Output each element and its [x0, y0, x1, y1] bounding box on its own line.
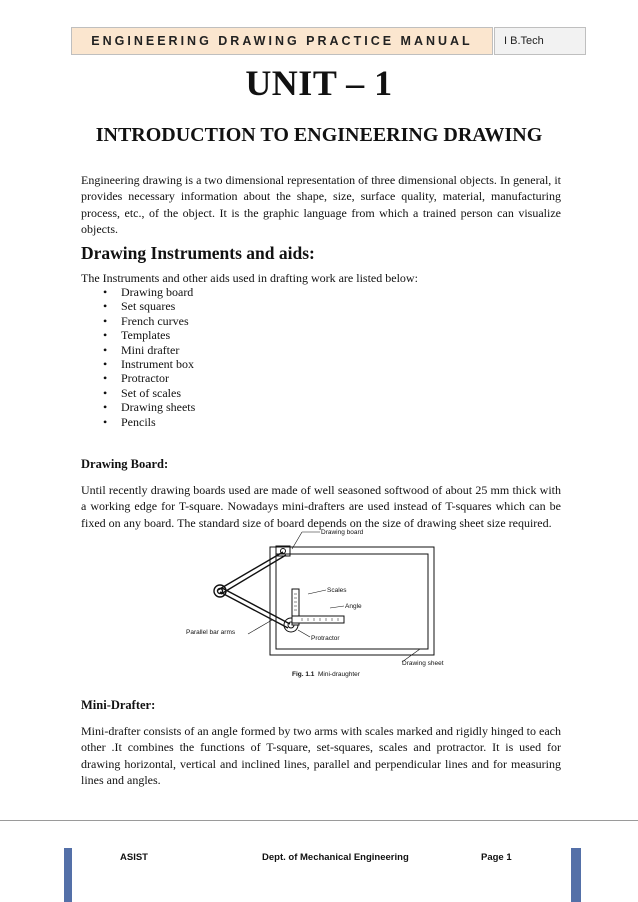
footer-divider [0, 820, 638, 821]
intro-paragraph: Engineering drawing is a two dimensional representation of three dimensional objects. In general, it provides necessary information about the shape, size, surface quality, material, manufacturing process, etc., of the object. It is the graphic language from which a trained person can visualize objects. [81, 173, 561, 236]
unit-title: UNIT – 1 [245, 63, 393, 103]
list-item: • Instrument box [81, 357, 195, 371]
drawing-board-text: Until recently drawing boards used are made of well seasoned softwood of about 25 mm thick with a working edge for T-square. Nowadays mini-drafters are used instead of T-squares which can be fixed on any board. The standard size of board depends on the size of drawing sheet size required. [81, 483, 561, 530]
mini-drafter-text: Mini-drafter consists of an angle formed by two arms with scales marked and rigidly hinged to each other .It combines the functions of T-square, set-squares, scales and protractor. It is used for drawing horizontal, vertical and inclined lines, parallel and perpendicular lines and for measuring lines and angles. [81, 724, 561, 787]
mini-drafter-figure [180, 524, 460, 684]
label-drawing-board: Drawing board [321, 529, 364, 536]
list-item: • Set squares [81, 299, 195, 313]
footer-bar-right [571, 848, 581, 902]
list-item: • Set of scales [81, 386, 195, 400]
figure-caption-text: Mini-draughter [318, 671, 360, 678]
instruments-list [81, 285, 195, 429]
footer-bar-left [64, 848, 72, 902]
list-item: • Protractor [81, 371, 195, 385]
list-item: • Mini drafter [81, 343, 195, 357]
list-item: • Drawing sheets [81, 400, 195, 414]
header-course: I B.Tech [494, 27, 586, 55]
label-parallel-bar-arms: Parallel bar arms [186, 629, 236, 636]
instruments-lead: The Instruments and other aids used in drafting work are listed below: [81, 271, 418, 285]
figure-leaders [248, 532, 420, 662]
footer-center: Dept. of Mechanical Engineering [262, 852, 409, 863]
label-protractor: Protractor [311, 635, 340, 642]
figure-caption-number: Fig. 1.1 [292, 671, 315, 678]
parallel-bar-arms [214, 552, 290, 628]
label-scales: Scales [327, 587, 347, 594]
header-title: ENGINEERING DRAWING PRACTICE MANUAL [91, 34, 473, 48]
footer-page: Page 1 [481, 852, 512, 863]
footer-left: ASIST [120, 852, 148, 863]
list-item: • Drawing board [81, 285, 195, 299]
header-title-box [71, 27, 493, 55]
label-angle: Angle [345, 603, 362, 610]
drawing-board-heading: Drawing Board: [81, 457, 169, 471]
label-drawing-sheet: Drawing sheet [402, 660, 444, 667]
list-item: • French curves [81, 314, 195, 328]
list-item: • Templates [81, 328, 195, 342]
mini-drafter-heading: Mini-Drafter: [81, 698, 156, 712]
chapter-title: INTRODUCTION TO ENGINEERING DRAWING [95, 124, 543, 146]
list-item: • Pencils [81, 415, 195, 429]
instruments-heading: Drawing Instruments and aids: [81, 243, 315, 263]
